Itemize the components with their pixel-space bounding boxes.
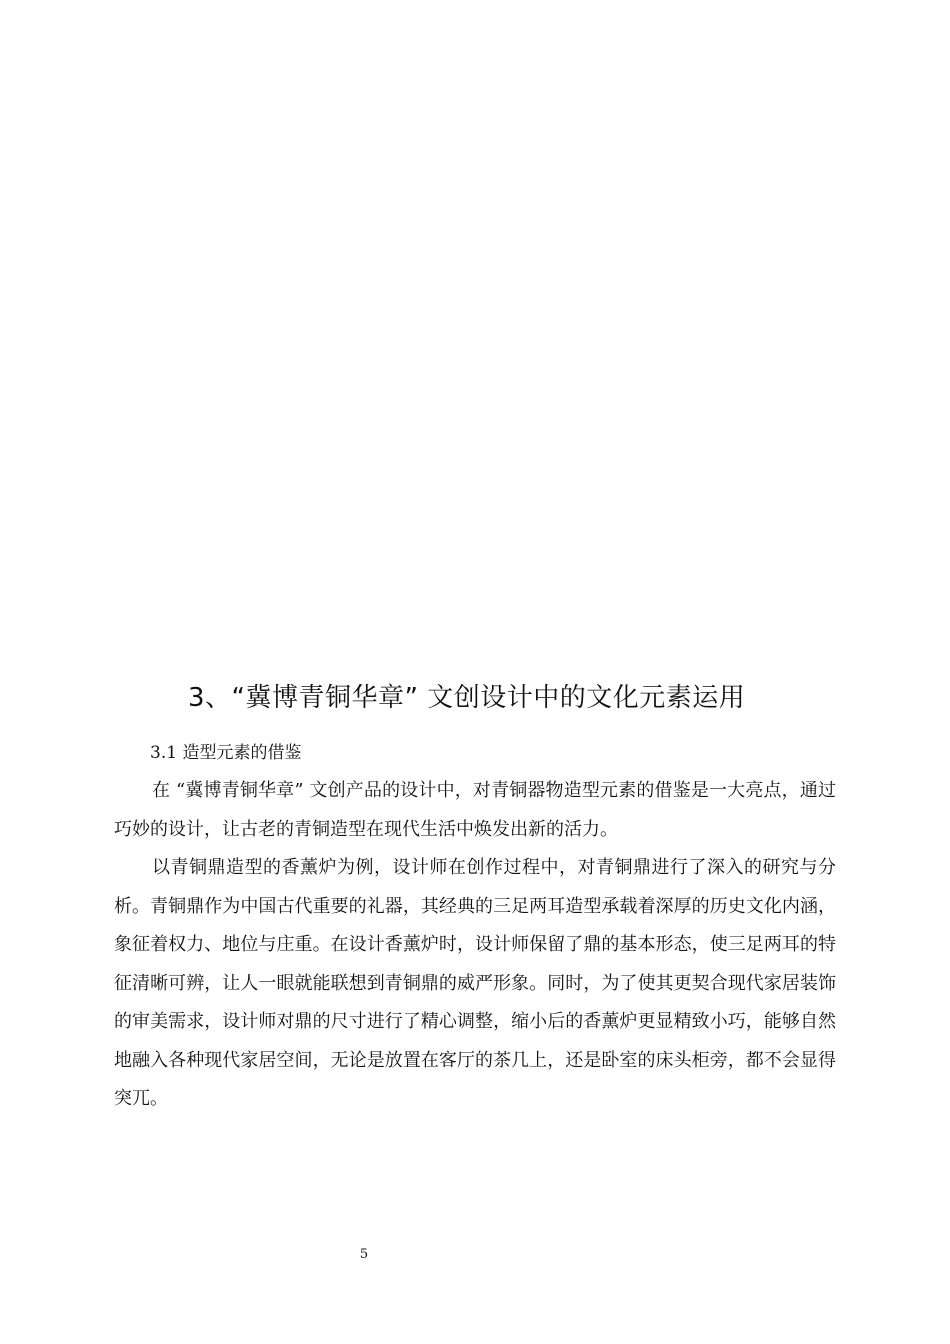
body-paragraph: 以青铜鼎造型的香薰炉为例，设计师在创作过程中，对青铜鼎进行了深入的研究与分析。青铜鼎作为中国古代重要的礼器，其经典的三足两耳造型承载着深厚的历史文化内涵，象征着权力、地位与庄重。在设计香薰炉时，设计师保留了鼎的基本形态，使三足两耳的特征清晰可辨，让人一眼就能联想到青铜鼎的威严形象。同时，为了使其更契合现代家居装饰的审美需求，设计师对鼎的尺寸进行了精心调整，缩小后的香薰炉更显精致小巧，能够自然地融入各种现代家居空间，无论是放置在客厅的茶几上，还是卧室的床头柜旁，都不会显得突兀。 bbox=[114, 857, 836, 1109]
section-heading: 3.1 造型元素的借鉴 bbox=[150, 743, 302, 763]
body-paragraph: 在 “冀博青铜华章” 文创产品的设计中，对青铜器物造型元素的借鉴是一大亮点，通过巧妙的设计，让古老的青铜造型在现代生活中焕发出新的活力。 bbox=[114, 780, 836, 840]
chapter-title: 3、“冀博青铜华章” 文创设计中的文化元素运用 bbox=[188, 683, 746, 713]
page-number: 5 bbox=[359, 1247, 369, 1262]
